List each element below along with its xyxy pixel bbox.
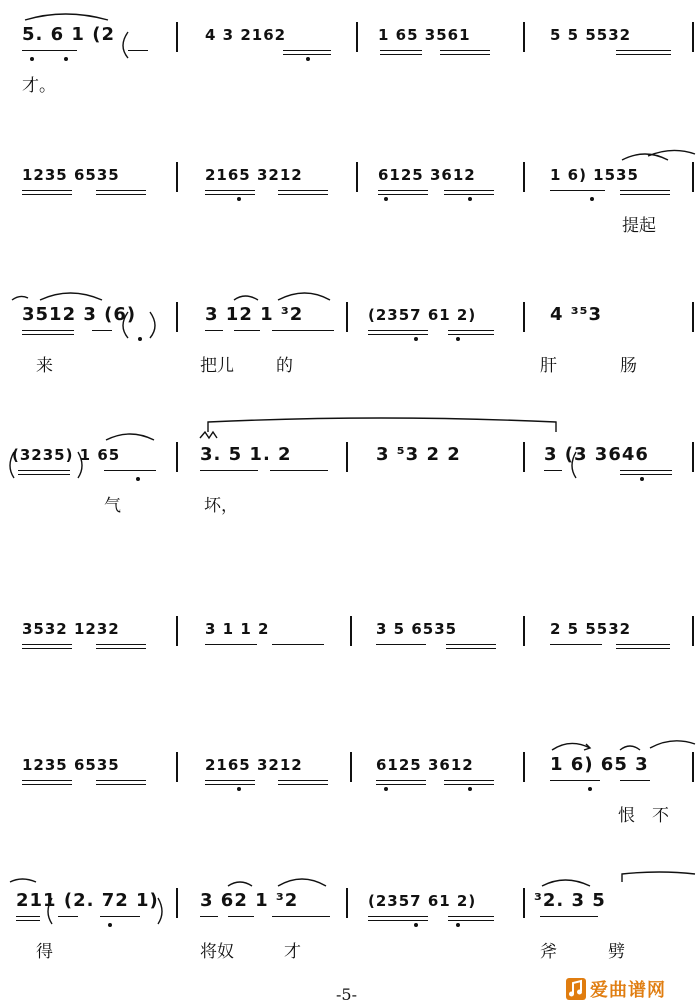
staff-line	[0, 290, 700, 400]
staff-line	[0, 430, 700, 540]
lyric: 坏，	[204, 496, 238, 516]
barline	[523, 616, 525, 646]
underline	[550, 644, 602, 645]
music-note-icon	[566, 978, 586, 1000]
measure: ³2. 3 5	[534, 890, 606, 911]
double-underline	[446, 644, 496, 649]
measure: 3 ⁵3 2 2	[376, 444, 461, 465]
measure: 2 5 5532	[550, 620, 632, 638]
page-number: -5-	[336, 985, 357, 1004]
lyric: 肠	[620, 356, 637, 376]
measure: 3 1 1 2	[205, 620, 270, 638]
measure: 211 (2. 72 1)	[16, 890, 159, 911]
lyric: 恨	[618, 806, 635, 826]
lyric: 才	[284, 942, 301, 962]
measure: 2165 3212	[205, 166, 303, 184]
measure: (2357 61 2)	[368, 306, 477, 324]
measure: 3 (3 3646	[544, 444, 649, 465]
measure: 3532 1232	[22, 620, 120, 638]
barline	[692, 616, 694, 646]
measure: (2357 61 2)	[368, 892, 477, 910]
slur-marks	[0, 150, 700, 210]
slur-marks	[0, 10, 700, 70]
staff-line	[0, 10, 700, 120]
double-underline	[616, 644, 670, 649]
underline	[205, 644, 257, 645]
measure: 4 3 2162	[205, 26, 287, 44]
measure: 3 5 6535	[376, 620, 458, 638]
lyric: 不	[652, 806, 669, 826]
double-underline	[22, 644, 72, 649]
measure: 1235 6535	[22, 756, 120, 774]
staff-line	[0, 740, 700, 850]
lyric: 才。	[22, 76, 56, 96]
measure: 6125 3612	[376, 756, 474, 774]
lyric: 得	[36, 942, 53, 962]
barline	[350, 616, 352, 646]
lyric: 肝	[540, 356, 557, 376]
lyric: 将奴	[200, 942, 234, 962]
measure: 3512 3 (6)	[22, 304, 137, 325]
measure: 1235 6535	[22, 166, 120, 184]
lyric: 来	[36, 356, 53, 376]
slur-marks	[0, 290, 700, 350]
measure: 2165 3212	[205, 756, 303, 774]
measure: 1 6) 65 3	[550, 754, 649, 775]
staff-line	[0, 604, 700, 714]
lyric: 把儿	[200, 356, 234, 376]
measure: 3 12 1 ³2	[205, 304, 304, 325]
slur-marks	[0, 876, 700, 936]
staff-line	[0, 150, 700, 260]
measure: 1 6) 1535	[550, 166, 639, 184]
measure: (3235) 1 65	[12, 446, 121, 464]
staff-line	[0, 876, 700, 986]
measure: 5 5 5532	[550, 26, 632, 44]
slur-marks	[0, 740, 700, 800]
underline	[376, 644, 426, 645]
lyric: 劈	[608, 942, 625, 962]
underline	[272, 644, 324, 645]
double-underline	[96, 644, 146, 649]
measure: 4 ³⁵3	[550, 304, 603, 325]
lyric: 气	[104, 496, 121, 516]
watermark-text: 爱曲谱网	[590, 980, 666, 1001]
measure: 3 62 1 ³2	[200, 890, 299, 911]
lyric: 的	[276, 356, 293, 376]
measure: 1 65 3561	[378, 26, 471, 44]
measure: 5. 6 1 (2	[22, 24, 115, 45]
measure: 3. 5 1. 2	[200, 444, 292, 465]
lyric: 斧	[540, 942, 557, 962]
measure: 6125 3612	[378, 166, 476, 184]
lyric: 提起	[622, 216, 656, 236]
watermark	[566, 976, 696, 1002]
barline	[176, 616, 178, 646]
slur-marks	[0, 430, 700, 490]
